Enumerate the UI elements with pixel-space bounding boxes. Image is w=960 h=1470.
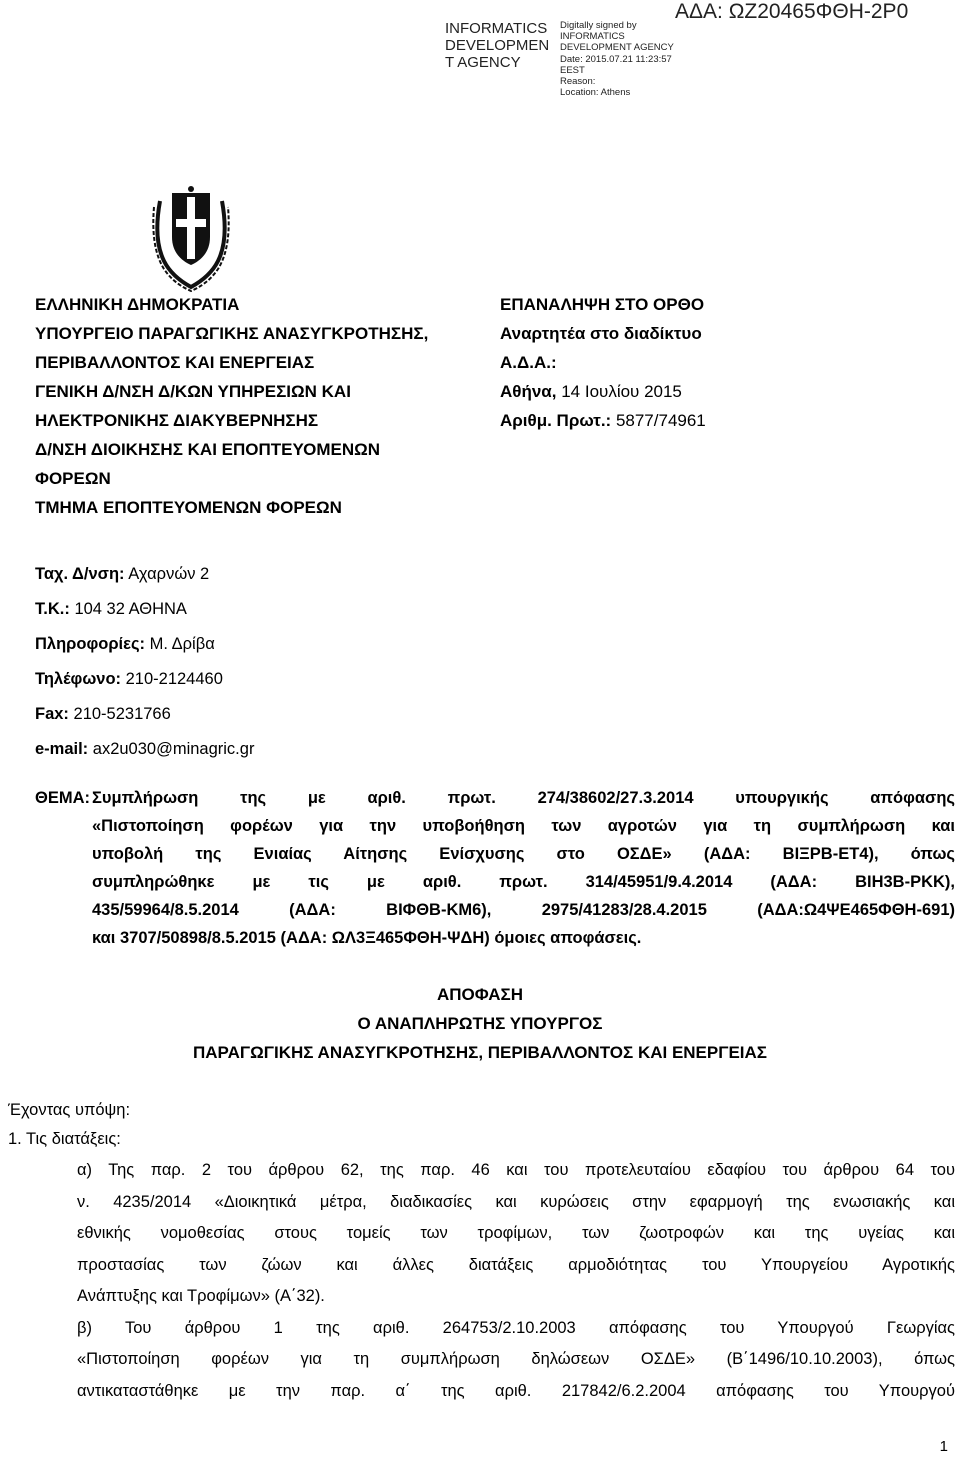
issuer-line: ΓΕΝΙΚΗ Δ/ΝΣΗ Δ/ΚΩΝ ΥΠΗΡΕΣΙΩΝ ΚΑΙ xyxy=(35,382,351,401)
decision-heading xyxy=(0,980,960,1067)
provisions-item: 1. Τις διατάξεις: xyxy=(8,1130,121,1148)
publish-notice: Αναρτητέα στο διαδίκτυο xyxy=(500,324,702,343)
contact-row xyxy=(35,627,254,662)
contact-value: 104 32 ΑΘΗΝΑ xyxy=(69,600,187,618)
contact-label: Πληροφορίες: xyxy=(35,635,146,653)
contact-block xyxy=(35,557,254,767)
issuer-line: ΗΛΕΚΤΡΟΝΙΚΗΣ ΔΙΑΚΥΒΕΡΝΗΣΗΣ xyxy=(35,411,319,430)
contact-row xyxy=(35,697,254,732)
issuer-block xyxy=(35,290,428,522)
signature-detail-line: Date: 2015.07.21 11:23:57 xyxy=(560,53,672,65)
signature-org-line: INFORMATICS xyxy=(445,20,548,37)
subject-line: Συμπλήρωση της με αριθ. πρωτ. 274/38602/27.3.2014 υπουργικής απόφασης xyxy=(92,789,955,807)
issuer-line: ΕΛΛΗΝΙΚΗ ΔΗΜΟΚΡΑΤΙΑ xyxy=(35,295,240,314)
considering-label: Έχοντας υπόψη: xyxy=(8,1101,131,1119)
issuer-line: ΥΠΟΥΡΓΕΙΟ ΠΑΡΑΓΩΓΙΚΗΣ ΑΝΑΣΥΓΚΡΟΤΗΣΗΣ, xyxy=(35,324,429,343)
subject-text xyxy=(92,784,955,952)
date-value: 14 Ιουλίου 2015 xyxy=(556,382,682,401)
date-line xyxy=(500,377,706,406)
paragraph-line: α) Της παρ. 2 του άρθρου 62, της παρ. 46 και του προτελευταίου εδαφίου του άρθρου 64 του xyxy=(77,1161,955,1179)
subject-block xyxy=(35,784,955,952)
subject-line: συμπληρώθηκε με τις με αριθ. πρωτ. 314/45951/9.4.2014 (ΑΔΑ: ΒΙΗ3Β-ΡΚΚ), xyxy=(92,873,955,891)
ada-code: ΑΔΑ: ΩΖ20465ΦΘΗ-2Ρ0 xyxy=(675,0,909,23)
signature-detail-line: Location: Athens xyxy=(560,87,631,99)
contact-label: Fax: xyxy=(35,705,69,723)
contact-label: Ταχ. Δ/νση: xyxy=(35,565,125,583)
contact-value: Αχαρνών 2 xyxy=(124,565,210,583)
contact-value: 210-2124460 xyxy=(121,670,223,688)
paragraph-line: προστασίας των ζώων και άλλες διατάξεις αρμοδιότητας του Υπουργείου Αγροτικής xyxy=(77,1255,955,1274)
paragraph-line: ν. 4235/2014 «Διοικητικά μέτρα, διαδικασίες και κυρώσεις στην εφαρμογή της ενωσιακής και xyxy=(77,1192,955,1211)
protocol-label: Αριθμ. Πρωτ.: xyxy=(500,411,612,430)
contact-value: ax2u030@minagric.gr xyxy=(88,740,255,758)
subject-line: 435/59964/8.5.2014 (ΑΔΑ: ΒΙΦΘΒ-ΚΜ6), 2975/41283/28.4.2015 (ΑΔΑ:Ω4ΨΕ465ΦΘΗ-691) xyxy=(92,901,955,919)
decision-title: ΑΠΟΦΑΣΗ xyxy=(436,985,524,1004)
signature-detail-line: INFORMATICS xyxy=(560,31,625,43)
contact-value: Μ. Δρίβα xyxy=(145,635,215,653)
paragraph-line: αντικαταστάθηκε με την παρ. α΄ της αριθ. 217842/6.2.2004 απόφασης του Υπουργού xyxy=(77,1381,955,1400)
contact-value: 210-5231766 xyxy=(68,705,171,723)
signature-org-name xyxy=(445,20,549,71)
paragraph-line: εθνικής νομοθεσίας στους τομείς των τροφίμων, των ζωοτροφών και της υγείας και xyxy=(77,1224,955,1242)
contact-row xyxy=(35,662,254,697)
signature-org-line: DEVELOPMEN xyxy=(445,37,550,54)
contact-row xyxy=(35,732,254,767)
ada-label: Α.Δ.Α.: xyxy=(500,353,557,372)
issuer-line: ΦΟΡΕΩΝ xyxy=(35,469,111,488)
protocol-value: 5877/74961 xyxy=(611,411,706,430)
protocol-line xyxy=(500,406,706,435)
decision-signer: Ο ΑΝΑΠΛΗΡΩΤΗΣ ΥΠΟΥΡΓΟΣ xyxy=(357,1014,603,1033)
signature-detail-line: Digitally signed by xyxy=(560,20,637,31)
contact-label: e-mail: xyxy=(35,740,89,758)
subject-line: «Πιστοποίηση φορέων για την υποβοήθηση των αγροτών για τη συμπλήρωση και xyxy=(92,817,955,835)
subject-label: ΘΕΜΑ: xyxy=(35,789,90,807)
signature-detail-line: DEVELOPMENT AGENCY xyxy=(560,42,674,54)
document-meta-block xyxy=(500,290,706,435)
signature-detail-line: Reason: xyxy=(560,76,596,88)
provisions-paragraph xyxy=(77,1155,955,1407)
signature-detail-line: EEST xyxy=(560,64,585,76)
decision-ministry: ΠΑΡΑΓΩΓΙΚΗΣ ΑΝΑΣΥΓΚΡΟΤΗΣΗΣ, ΠΕΡΙΒΑΛΛΟΝΤΟΣ ΚΑΙ ΕΝΕΡΓΕΙΑΣ xyxy=(193,1043,767,1062)
page-number: 1 xyxy=(939,1438,948,1455)
contact-row xyxy=(35,592,254,627)
subject-line: υποβολή της Ενιαίας Αίτησης Ενίσχυσης στο ΟΣΔΕ» (ΑΔΑ: ΒΙΞΡΒ-ΕΤ4), όπως xyxy=(92,845,955,863)
contact-row xyxy=(35,557,254,592)
subject-line: και 3707/50898/8.5.2015 (ΑΔΑ: ΩΛ3Ξ465ΦΘΗ-ΨΔΗ) όμοιες αποφάσεις. xyxy=(92,929,642,947)
paragraph-line: β) Του άρθρου 1 της αριθ. 264753/2.10.2003 απόφασης του Υπουργού Γεωργίας xyxy=(77,1318,955,1337)
issuer-line: ΠΕΡΙΒΑΛΛΟΝΤΟΣ ΚΑΙ ΕΝΕΡΓΕΙΑΣ xyxy=(35,353,315,372)
signature-org-line: T AGENCY xyxy=(445,54,521,71)
signature-details xyxy=(560,20,674,98)
paragraph-line: «Πιστοποίηση φορέων για τη συμπλήρωση δηλώσεων ΟΣΔΕ» (Β΄1496/10.10.2003), όπως xyxy=(77,1350,955,1368)
date-label: Αθήνα, xyxy=(500,382,557,401)
contact-label: Τηλέφωνο: xyxy=(35,670,122,688)
greek-emblem-icon xyxy=(150,183,232,293)
paragraph-line: Ανάπτυξης και Τροφίμων» (Α΄32). xyxy=(77,1287,325,1305)
issuer-line: ΤΜΗΜΑ ΕΠΟΠΤΕΥΟΜΕΝΩΝ ΦΟΡΕΩΝ xyxy=(35,498,342,517)
issuer-line: Δ/ΝΣΗ ΔΙΟΙΚΗΣΗΣ ΚΑΙ ΕΠΟΠΤΕΥΟΜΕΝΩΝ xyxy=(35,440,381,459)
repeat-notice: ΕΠΑΝΑΛΗΨΗ ΣΤΟ ΟΡΘΟ xyxy=(500,295,705,314)
contact-label: Τ.Κ.: xyxy=(35,600,70,618)
